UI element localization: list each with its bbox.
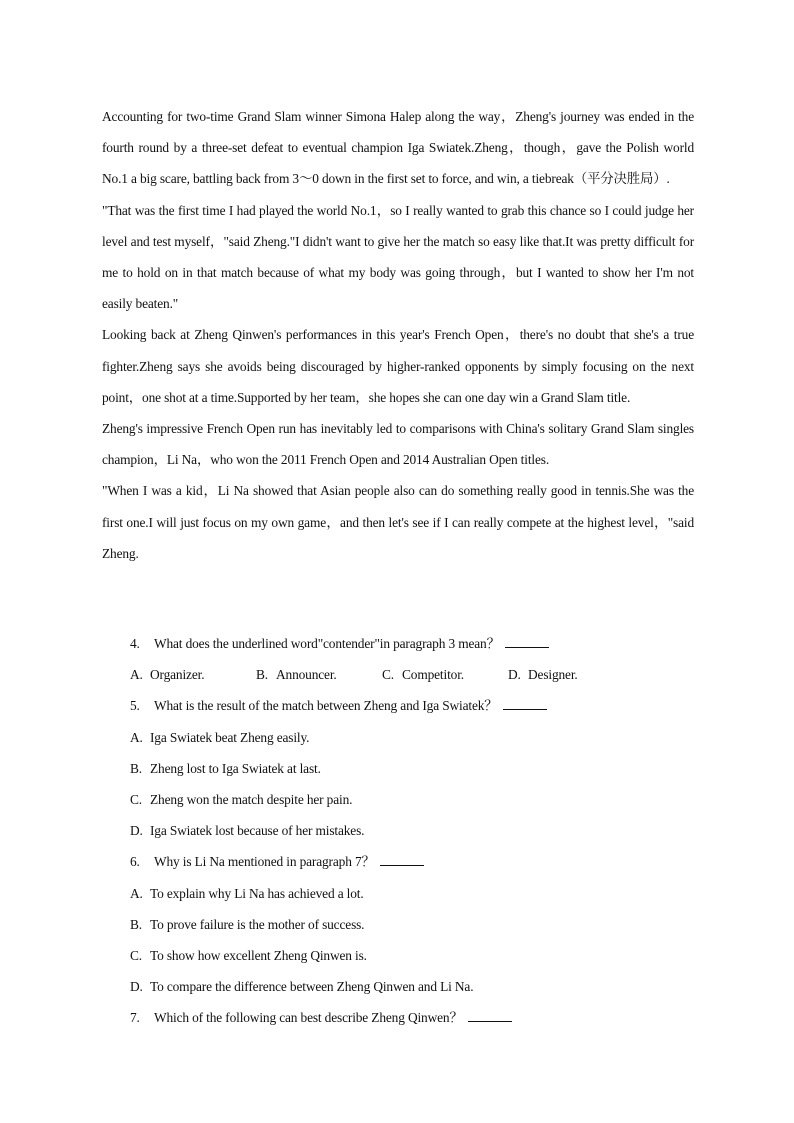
passage-paragraph: "When I was a kid，Li Na showed that Asian people also can do something really good in tennis.She was the first one.I will just focus on my own game，and then let's see if I can really compete at the highest level，"said Zheng. <box>102 483 694 561</box>
question-stem: What does the underlined word"contender"in paragraph 3 mean？ <box>153 636 500 651</box>
answer-blank[interactable] <box>468 1009 512 1022</box>
option-b[interactable]: B. Zheng lost to Iga Swiatek at last. <box>130 760 321 776</box>
option-b[interactable]: B. Announcer. <box>256 667 337 683</box>
reading-passage <box>102 101 694 569</box>
question-number: 7. <box>130 1010 140 1026</box>
question-stem: Why is Li Na mentioned in paragraph 7？ <box>153 854 375 870</box>
option-a[interactable]: A. Organizer. <box>130 667 205 683</box>
passage-paragraph: "That was the first time I had played the world No.1，so I really wanted to grab this chance so I could judge her level and test myself，"said Zheng."I didn't want to give her the match so easy like that.It was pretty difficult for me to hold on in that match because of what my body was going through，but I wanted to show her I'm not easily beaten." <box>102 202 694 312</box>
question-4-options <box>102 659 702 690</box>
option-c[interactable]: C. To show how excellent Zheng Qinwen is. <box>130 947 367 963</box>
option-c[interactable]: C. Competitor. <box>382 667 464 683</box>
question-6 <box>102 846 702 877</box>
question-4 <box>102 628 702 659</box>
option-d[interactable]: D. Designer. <box>508 667 578 683</box>
question-number: 6. <box>130 854 140 870</box>
option-d[interactable]: D. To compare the difference between Zheng Qinwen and Li Na. <box>130 979 474 995</box>
option-b[interactable]: B. To prove failure is the mother of success. <box>130 916 365 932</box>
question-5 <box>102 690 702 721</box>
passage-paragraph: Looking back at Zheng Qinwen's performances in this year's French Open，there's no doubt that she's a true fighter.Zheng says she avoids being discouraged by higher-ranked opponents by simply focusing on the next point，one shot at a time.Supported by her team，she hopes she can one day win a Grand Slam title. <box>102 327 694 405</box>
question-stem: Which of the following can best describe Zheng Qinwen？ <box>153 1010 463 1026</box>
question-number: 4. <box>130 636 140 651</box>
question-stem: What is the result of the match between Zheng and Iga Swiatek？ <box>153 698 498 714</box>
answer-blank[interactable] <box>380 853 424 866</box>
passage-paragraph: Zheng's impressive French Open run has inevitably led to comparisons with China's solitary Grand Slam singles champion，Li Na，who won the 2011 French Open and 2014 Australian Open titles. <box>102 421 694 468</box>
answer-blank[interactable] <box>503 697 547 710</box>
option-d[interactable]: D. Iga Swiatek lost because of her mistakes. <box>130 823 365 839</box>
option-a[interactable]: A. Iga Swiatek beat Zheng easily. <box>130 729 310 745</box>
passage-paragraph: Accounting for two-time Grand Slam winner Simona Halep along the way，Zheng's journey was ended in the fourth round by a three-set defeat to eventual champion Iga Swiatek.Zheng，though，gave the Polish world No.1 a big scare, battling back from 3～0 down in the first set to force, and win, a tiebreak（平分决胜局）. <box>102 109 694 187</box>
question-number: 5. <box>130 698 140 714</box>
option-c[interactable]: C. Zheng won the match despite her pain. <box>130 791 353 807</box>
option-a[interactable]: A. To explain why Li Na has achieved a lot. <box>130 885 364 901</box>
question-7 <box>102 1002 702 1033</box>
question-list <box>102 628 702 1033</box>
answer-blank[interactable] <box>505 635 549 648</box>
